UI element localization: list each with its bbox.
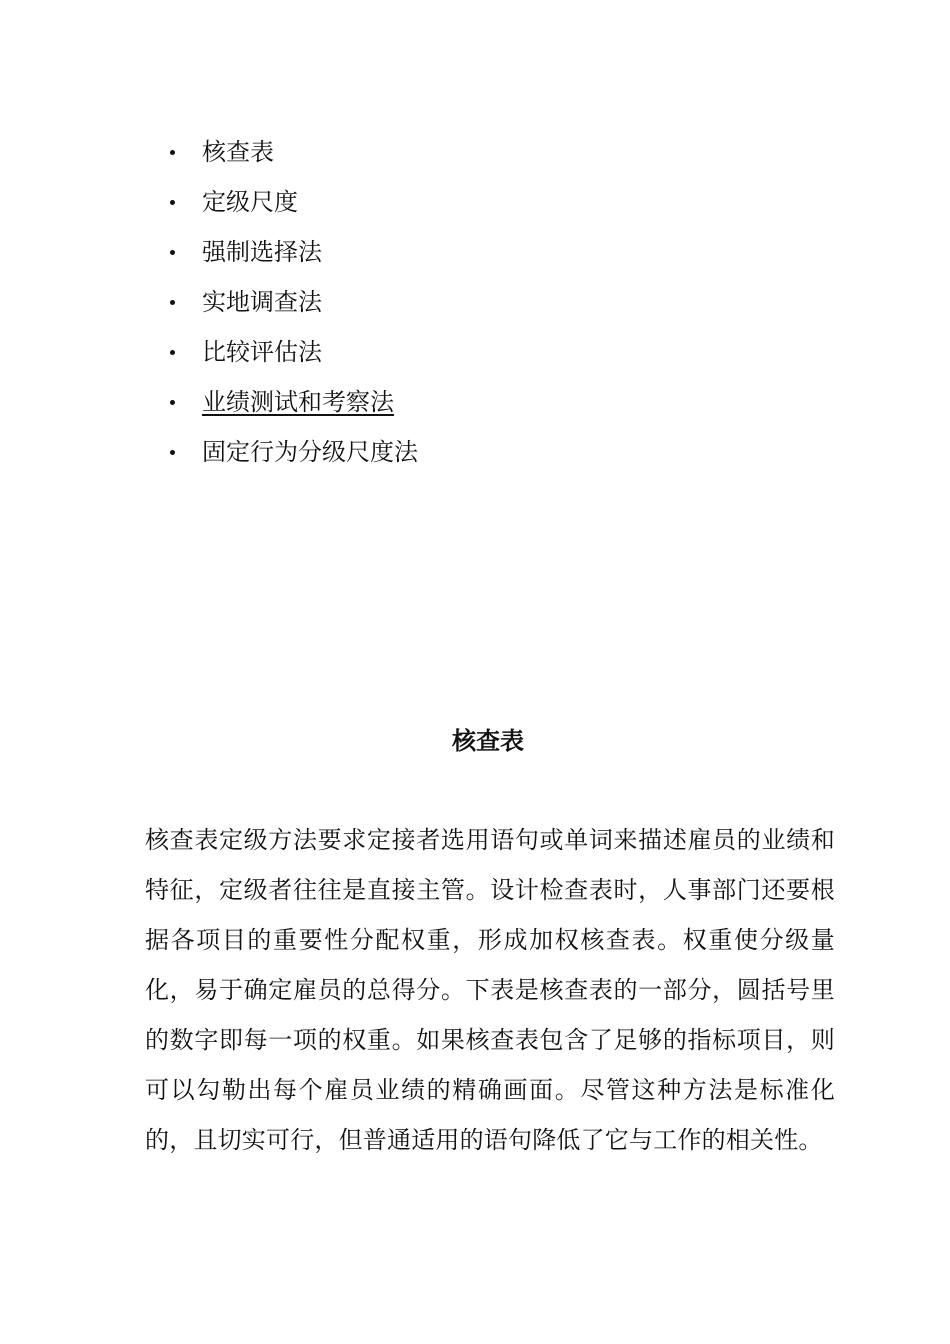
list-item-label: 比较评估法 (202, 338, 322, 366)
list-item (170, 283, 418, 333)
body-paragraph: 核查表定级方法要求定接者选用语句或单词来描述雇员的业绩和特征，定级者往往是直接主管。设计检查表时，人事部门还要根据各项目的重要性分配权重，形成加权核查表。权重使分级量化，易于确定雇员的总得分。下表是核查表的一部分，圆括号里的数字即每一项的权重。如果核查表包含了足够的指标项目，则可以勾勒出每个雇员业绩的精确画面。尽管这种方法是标准化的，且切实可行，但普通适用的语句降低了它与工作的相关性。 (145, 826, 835, 1154)
list-item-label: 核查表 (202, 138, 274, 166)
evaluation-methods-list (170, 133, 418, 483)
bullet-icon (170, 200, 175, 205)
list-item-label: 实地调查法 (202, 288, 322, 316)
list-item (170, 233, 418, 283)
list-item (170, 433, 418, 483)
performance-test-link[interactable]: 业绩测试和考察法 (202, 388, 394, 416)
list-item (170, 133, 418, 183)
bullet-icon (170, 350, 175, 355)
bullet-icon (170, 250, 175, 255)
bullet-icon (170, 150, 175, 155)
bullet-icon (170, 400, 175, 405)
list-item (170, 333, 418, 383)
list-item-label: 固定行为分级尺度法 (202, 438, 418, 466)
list-item-label: 强制选择法 (202, 238, 322, 266)
section-title: 核查表 (452, 726, 524, 755)
list-item (170, 183, 418, 233)
list-item-label: 定级尺度 (202, 188, 298, 216)
list-item[interactable] (170, 383, 418, 433)
bullet-icon (170, 450, 175, 455)
bullet-icon (170, 300, 175, 305)
